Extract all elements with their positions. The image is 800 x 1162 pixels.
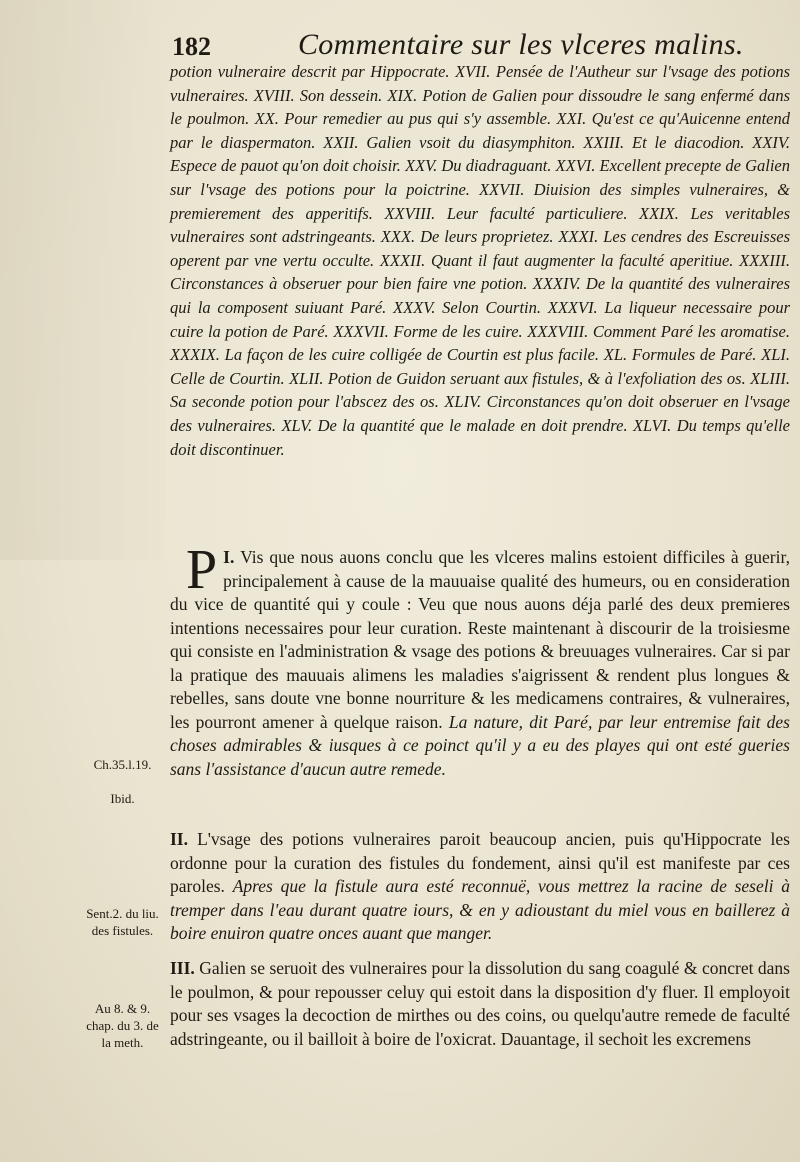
chapter-summary: potion vulneraire descrit par Hippocrate. XVII. Pensée de l'Autheur sur l'vsage des potions vulneraires. XVIII. Son dessein. XIX. Potion de Galien pour dissoudre le sang enfermé dans le poulmon. XX. Pour remedier au pus qui s'y assemble. XXI. Qu'est ce qu'Auicenne entend par le diaspermaton. XXII. Galien vsoit du diasymphiton. XXIII. Et le diacodion. XXIV. Espece de pauot qu'on doit choisir. XXV. Du diadraguant. XXVI. Excellent precepte de Galien sur l'vsage des potions pour la poictrine. XXVII. Diuision des simples vulneraires, & premierement des apperitifs. XXVIII. Leur faculté particuliere. XXIX. Les veritables vulneraires sont adstringeants. XXX. De leurs proprietez. XXXI. Les cendres des Escreuisses operent par vne vertu occulte. XXXII. Quant il faut augmenter la faculté aperitiue. XXXIII. Circonstances à obseruer pour bien faire vne potion. XXXIV. De la quantité des vulneraires qui la composent suiuant Paré. XXXV. Selon Courtin. XXXVI. La liqueur necessaire pour cuire la potion de Paré. XXXVII. Forme de les cuire. XXXVIII. Comment Paré les aromatise. XXXIX. La façon de les cuire colligée de Courtin est plus facile. XL. Formules de Paré. XLI. Celle de Courtin. XLII. Potion de Guidon seruant aux fistules, & à l'exfoliation des os. XLIII. Sa seconde potion pour l'abscez des os. XLIV. Circonstances qu'on doit obseruer en l'vsage des vulneraires. XLV. De la quantité que le malade en doit prendre. XLVI. Du temps qu'elle doit discontinuer. [170, 62, 790, 459]
paragraph-number: III. [170, 958, 195, 978]
paragraph-1 [170, 539, 790, 781]
running-title: Commentaire sur les vlceres malins. [298, 28, 744, 61]
drop-cap: P [186, 539, 218, 601]
margin-note: Au 8. & 9. chap. du 3. de la meth. [86, 1001, 159, 1050]
quotation: La nature, dit Paré, par leur entremise fait des choses admirables & iusques à ce poinct qu'il y a eu des playes qui ont esté gueries sans l'assistance d'aucun autre remede. [170, 711, 790, 779]
page-number: 182 [172, 32, 211, 61]
margin-note: Sent.2. du liu. des fistules. [86, 906, 159, 938]
paragraph-text: Galien se seruoit des vulneraires pour la dissolution du sang coagulé & concret dans le poulmon, & pour repousser celuy qui estoit dans la disposition d'y fluer. Il employoit pour ses vsages la decoction de mirthes ou des coins, ou quelqu'autre remede de faculté adstringeante, ou il bailloit à boire de l'oxicrat. Dauantage, il sechoit les excremens [170, 958, 790, 1049]
show-through-text [0, 0, 165, 560]
margin-note: Ibid. [110, 791, 135, 806]
paragraph-3 [170, 957, 790, 1051]
page-header [160, 20, 785, 64]
paragraph-text: L'vsage des potions vulneraires paroit beaucoup ancien, puis qu'Hippocrate les ordonne pour la curation des fistules du fondement, ainsi qu'il est manifeste par ces paroles. [170, 829, 790, 896]
paragraph-number: I. [223, 547, 235, 567]
margin-note: Ch.35.l.19. [93, 757, 152, 772]
paragraph-text: Vis que nous auons conclu que les vlceres malins estoient difficiles à guerir, principalement à cause de la mauuaise qualité des humeurs, ou en consideration du vice de quantité qui y coule : Veu que nous auons déja parlé des deux premieres intentions necessaires pour leur curation. Reste maintenant à discourir de la troisiesme qui consiste en l'administration & vsage des potions & breuuages vulneraires. Car si par la pratique des mauuais alimens les maladies s'aigrissent & rendent plus longues & rebelles, sans doute vne bonne nourriture & les medicamens contraires, & vulneraires, les pourront amener à quelque raison. [170, 547, 790, 732]
paragraph-number: II. [170, 829, 188, 849]
paragraph-2 [170, 828, 790, 946]
quotation: Apres que la fistule aura esté reconnuë, vous mettrez la racine de seseli à tremper dans l'eau durant quatre iours, & en y adioustant du miel vous en baillerez à boire enuiron quatre onces auant que manger. [170, 876, 790, 943]
